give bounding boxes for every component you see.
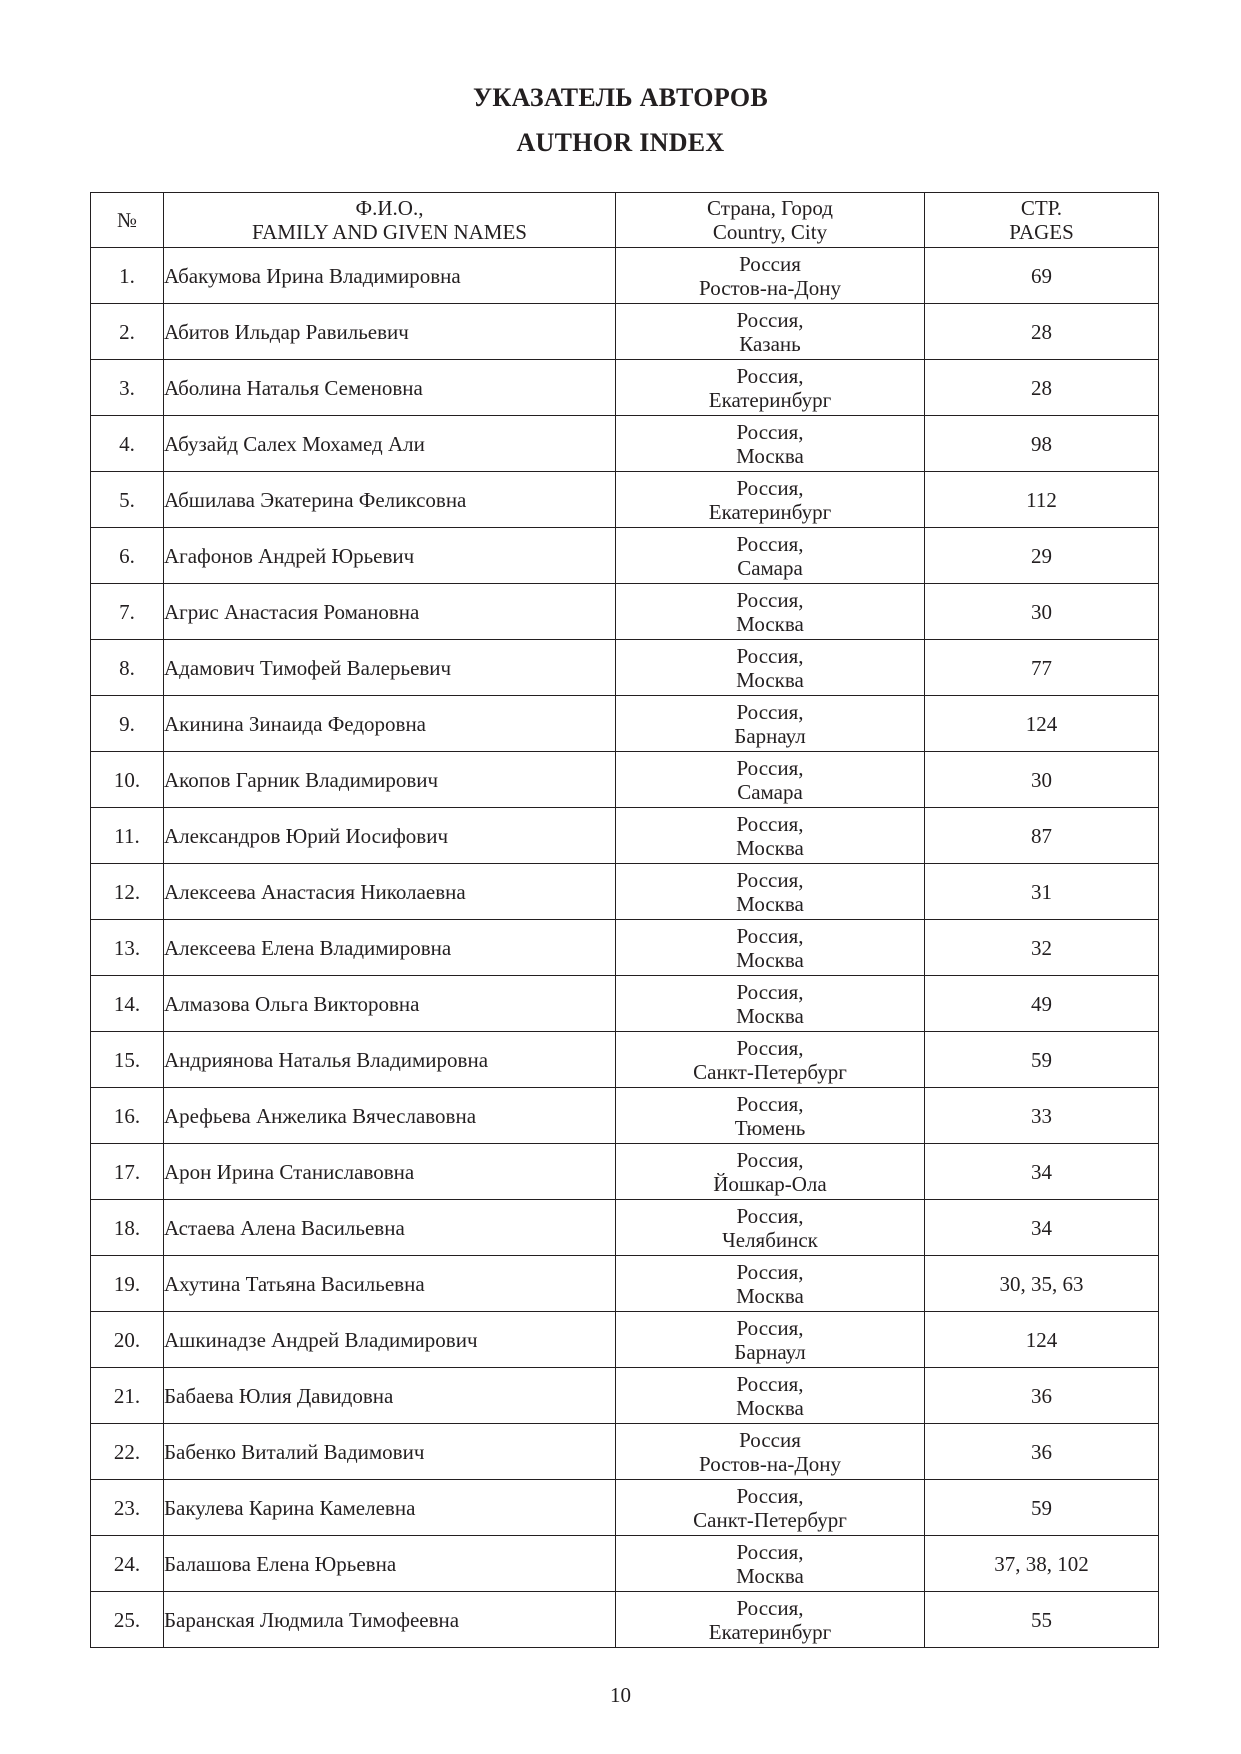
author-location: [616, 808, 925, 864]
author-country: Россия,: [736, 923, 804, 948]
author-name: Ашкинадзе Андрей Владимирович: [164, 1312, 616, 1368]
author-pages: 31: [925, 864, 1159, 920]
author-pages: 33: [925, 1088, 1159, 1144]
author-pages: 36: [925, 1424, 1159, 1480]
author-location: [616, 1480, 925, 1536]
row-number: 15.: [91, 1032, 164, 1088]
author-country: Россия,: [736, 1259, 804, 1284]
author-pages: 28: [925, 360, 1159, 416]
column-header-pages-en: PAGES: [1009, 220, 1074, 244]
author-city: Тюмень: [734, 1115, 806, 1140]
table-row: [91, 360, 1159, 416]
table-row: [91, 864, 1159, 920]
author-country: Россия: [739, 1427, 801, 1452]
author-country: Россия,: [736, 1147, 804, 1172]
author-name: Арон Ирина Станиславовна: [164, 1144, 616, 1200]
author-city: Москва: [736, 443, 804, 468]
author-location: [616, 360, 925, 416]
table-row: [91, 1256, 1159, 1312]
author-name: Абакумова Ирина Владимировна: [164, 248, 616, 304]
table-row: [91, 976, 1159, 1032]
author-pages: 69: [925, 248, 1159, 304]
row-number: 5.: [91, 472, 164, 528]
table-row: [91, 920, 1159, 976]
author-location: [616, 752, 925, 808]
author-city: Самара: [737, 779, 803, 804]
table-row: [91, 1088, 1159, 1144]
author-city: Барнаул: [734, 1339, 806, 1364]
author-location: [616, 584, 925, 640]
author-name: Андриянова Наталья Владимировна: [164, 1032, 616, 1088]
author-location: [616, 1312, 925, 1368]
column-header-name-ru: Ф.И.О.,: [355, 196, 424, 220]
author-city: Челябинск: [722, 1227, 818, 1252]
author-name: Аболина Наталья Семеновна: [164, 360, 616, 416]
table-row: [91, 1368, 1159, 1424]
author-country: Россия,: [736, 1203, 804, 1228]
column-header-number-label: №: [116, 208, 138, 232]
author-city: Барнаул: [734, 723, 806, 748]
author-name: Балашова Елена Юрьевна: [164, 1536, 616, 1592]
column-header-number: [91, 193, 164, 248]
author-pages: 36: [925, 1368, 1159, 1424]
author-pages: 112: [925, 472, 1159, 528]
row-number: 4.: [91, 416, 164, 472]
author-location: [616, 1536, 925, 1592]
author-city: Москва: [736, 835, 804, 860]
row-number: 14.: [91, 976, 164, 1032]
author-city: Ростов-на-Дону: [699, 1451, 841, 1476]
author-name: Акинина Зинаида Федоровна: [164, 696, 616, 752]
author-location: [616, 1256, 925, 1312]
author-pages: 98: [925, 416, 1159, 472]
author-pages: 30, 35, 63: [925, 1256, 1159, 1312]
column-header-pages: [925, 193, 1159, 248]
table-row: [91, 808, 1159, 864]
row-number: 13.: [91, 920, 164, 976]
author-name: Агрис Анастасия Романовна: [164, 584, 616, 640]
author-city: Екатеринбург: [708, 387, 832, 412]
author-location: [616, 920, 925, 976]
author-location: [616, 304, 925, 360]
table-row: [91, 1592, 1159, 1648]
author-name: Александров Юрий Иосифович: [164, 808, 616, 864]
author-city: Москва: [736, 1003, 804, 1028]
table-row: [91, 528, 1159, 584]
author-country: Россия,: [736, 363, 804, 388]
author-country: Россия: [739, 251, 801, 276]
table-header-row: [91, 193, 1159, 248]
author-location: [616, 1200, 925, 1256]
row-number: 1.: [91, 248, 164, 304]
author-pages: 34: [925, 1144, 1159, 1200]
author-pages: 30: [925, 584, 1159, 640]
row-number: 12.: [91, 864, 164, 920]
author-country: Россия,: [736, 531, 804, 556]
table-row: [91, 1032, 1159, 1088]
author-country: Россия,: [736, 307, 804, 332]
table-row: [91, 1312, 1159, 1368]
author-country: Россия,: [736, 1483, 804, 1508]
author-country: Россия,: [736, 587, 804, 612]
column-header-name: [164, 193, 616, 248]
author-country: Россия,: [736, 699, 804, 724]
author-name: Алексеева Анастасия Николаевна: [164, 864, 616, 920]
author-location: [616, 1088, 925, 1144]
row-number: 23.: [91, 1480, 164, 1536]
table-row: [91, 1144, 1159, 1200]
table-row: [91, 1480, 1159, 1536]
author-city: Москва: [736, 1283, 804, 1308]
author-name: Агафонов Андрей Юрьевич: [164, 528, 616, 584]
author-pages: 34: [925, 1200, 1159, 1256]
row-number: 3.: [91, 360, 164, 416]
author-pages: 124: [925, 1312, 1159, 1368]
author-pages: 87: [925, 808, 1159, 864]
row-number: 16.: [91, 1088, 164, 1144]
author-city: Москва: [736, 891, 804, 916]
author-city: Йошкар-Ола: [713, 1171, 827, 1196]
author-name: Бабенко Виталий Вадимович: [164, 1424, 616, 1480]
author-city: Санкт-Петербург: [693, 1059, 847, 1084]
column-header-name-en: FAMILY AND GIVEN NAMES: [252, 220, 527, 244]
table-row: [91, 248, 1159, 304]
table-row: [91, 584, 1159, 640]
row-number: 17.: [91, 1144, 164, 1200]
row-number: 19.: [91, 1256, 164, 1312]
table-row: [91, 472, 1159, 528]
author-pages: 124: [925, 696, 1159, 752]
author-name: Абитов Ильдар Равильевич: [164, 304, 616, 360]
column-header-place: [616, 193, 925, 248]
author-name: Алмазова Ольга Викторовна: [164, 976, 616, 1032]
author-location: [616, 1592, 925, 1648]
author-pages: 30: [925, 752, 1159, 808]
author-location: [616, 1144, 925, 1200]
author-country: Россия,: [736, 475, 804, 500]
row-number: 22.: [91, 1424, 164, 1480]
index-title-russian: УКАЗАТЕЛЬ АВТОРОВ: [472, 83, 769, 112]
row-number: 9.: [91, 696, 164, 752]
author-city: Санкт-Петербург: [693, 1507, 847, 1532]
author-city: Казань: [739, 331, 801, 356]
index-title-english: AUTHOR INDEX: [516, 128, 725, 157]
row-number: 10.: [91, 752, 164, 808]
row-number: 20.: [91, 1312, 164, 1368]
table-row: [91, 416, 1159, 472]
author-location: [616, 416, 925, 472]
author-location: [616, 248, 925, 304]
table-body: [91, 248, 1159, 1648]
author-pages: 37, 38, 102: [925, 1536, 1159, 1592]
author-country: Россия,: [736, 755, 804, 780]
column-header-place-en: Country, City: [712, 220, 828, 244]
author-location: [616, 528, 925, 584]
author-name: Алексеева Елена Владимировна: [164, 920, 616, 976]
table-row: [91, 696, 1159, 752]
author-location: [616, 1424, 925, 1480]
row-number: 8.: [91, 640, 164, 696]
author-name: Акопов Гарник Владимирович: [164, 752, 616, 808]
author-location: [616, 1368, 925, 1424]
row-number: 24.: [91, 1536, 164, 1592]
author-location: [616, 976, 925, 1032]
author-name: Баранская Людмила Тимофеевна: [164, 1592, 616, 1648]
author-country: Россия,: [736, 1539, 804, 1564]
row-number: 7.: [91, 584, 164, 640]
row-number: 11.: [91, 808, 164, 864]
author-city: Москва: [736, 667, 804, 692]
author-city: Москва: [736, 611, 804, 636]
table-row: [91, 1424, 1159, 1480]
column-header-pages-ru: СТР.: [1020, 196, 1063, 220]
row-number: 6.: [91, 528, 164, 584]
author-pages: 29: [925, 528, 1159, 584]
author-city: Москва: [736, 1563, 804, 1588]
row-number: 18.: [91, 1200, 164, 1256]
author-country: Россия,: [736, 1035, 804, 1060]
author-location: [616, 1032, 925, 1088]
author-index-table: [90, 192, 1159, 1648]
author-name: Ахутина Татьяна Васильевна: [164, 1256, 616, 1312]
author-name: Бакулева Карина Камелевна: [164, 1480, 616, 1536]
author-pages: 55: [925, 1592, 1159, 1648]
author-pages: 59: [925, 1480, 1159, 1536]
author-country: Россия,: [736, 1315, 804, 1340]
author-name: Адамович Тимофей Валерьевич: [164, 640, 616, 696]
author-city: Екатеринбург: [708, 1619, 832, 1644]
author-country: Россия,: [736, 1371, 804, 1396]
author-city: Екатеринбург: [708, 499, 832, 524]
table-row: [91, 1536, 1159, 1592]
author-location: [616, 472, 925, 528]
table-row: [91, 752, 1159, 808]
author-country: Россия,: [736, 1595, 804, 1620]
author-location: [616, 864, 925, 920]
author-pages: 59: [925, 1032, 1159, 1088]
author-name: Бабаева Юлия Давидовна: [164, 1368, 616, 1424]
author-location: [616, 696, 925, 752]
table-row: [91, 304, 1159, 360]
author-pages: 32: [925, 920, 1159, 976]
author-country: Россия,: [736, 643, 804, 668]
author-country: Россия,: [736, 867, 804, 892]
author-city: Самара: [737, 555, 803, 580]
column-header-place-ru: Страна, Город: [707, 196, 833, 220]
author-city: Москва: [736, 947, 804, 972]
table-row: [91, 640, 1159, 696]
author-city: Москва: [736, 1395, 804, 1420]
table-row: [91, 1200, 1159, 1256]
author-pages: 28: [925, 304, 1159, 360]
author-name: Арефьева Анжелика Вячеславовна: [164, 1088, 616, 1144]
author-pages: 49: [925, 976, 1159, 1032]
author-country: Россия,: [736, 811, 804, 836]
row-number: 21.: [91, 1368, 164, 1424]
author-name: Абузайд Салех Мохамед Али: [164, 416, 616, 472]
author-country: Россия,: [736, 1091, 804, 1116]
author-name: Астаева Алена Васильевна: [164, 1200, 616, 1256]
author-name: Абшилава Экатерина Феликсовна: [164, 472, 616, 528]
author-city: Ростов-на-Дону: [699, 275, 841, 300]
author-country: Россия,: [736, 419, 804, 444]
page-number: 10: [610, 1683, 631, 1707]
row-number: 2.: [91, 304, 164, 360]
row-number: 25.: [91, 1592, 164, 1648]
author-pages: 77: [925, 640, 1159, 696]
author-location: [616, 640, 925, 696]
author-country: Россия,: [736, 979, 804, 1004]
